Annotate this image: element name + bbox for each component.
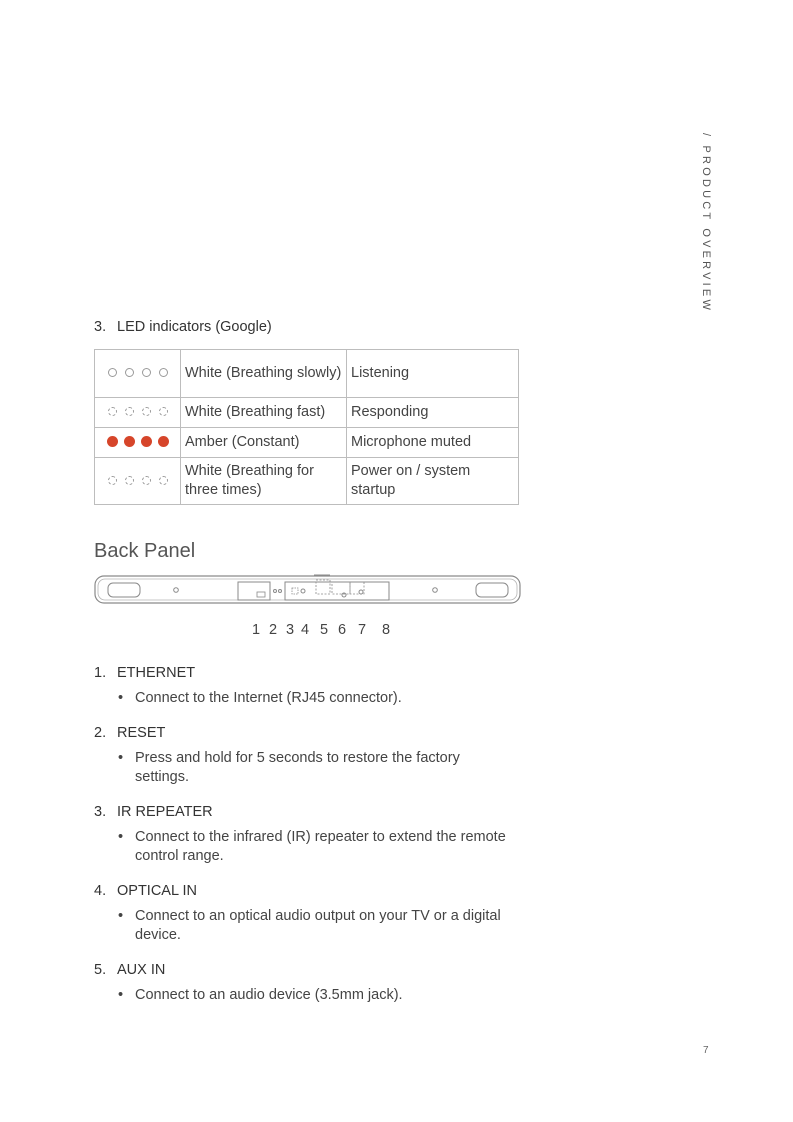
list-item xyxy=(94,663,514,709)
section-side-label: / PRODUCT OVERVIEW xyxy=(700,133,712,314)
port-number: 7 xyxy=(358,622,367,638)
table-row xyxy=(95,398,519,428)
led-state-cell: White (Breathing fast) xyxy=(181,398,347,428)
item-description: Connect to an optical audio output on your TV or a digital device. xyxy=(135,907,501,943)
led-section-heading xyxy=(94,319,272,335)
bullet-icon: • xyxy=(118,749,124,766)
item-number: 1. xyxy=(94,665,107,681)
port-number: 4 xyxy=(301,622,310,638)
item-title: AUX IN xyxy=(117,961,166,978)
four-white-hollow-led-icon xyxy=(95,350,181,398)
bullet-icon: • xyxy=(118,986,124,1003)
item-title: RESET xyxy=(117,724,166,741)
port-number: 2 xyxy=(269,622,278,638)
list-item xyxy=(94,881,514,946)
back-panel-title: Back Panel xyxy=(94,540,196,562)
led-meaning-cell: Power on / system startup xyxy=(347,458,519,505)
table-row xyxy=(95,350,519,398)
item-title: IR REPEATER xyxy=(117,803,213,820)
item-description: Connect to an audio device (3.5mm jack). xyxy=(135,986,403,1003)
port-number: 3 xyxy=(286,622,295,638)
led-section-number: 3. xyxy=(94,319,107,335)
four-white-dashed-led-icon xyxy=(95,398,181,428)
led-section-title: LED indicators (Google) xyxy=(117,319,272,335)
item-description: Connect to the Internet (RJ45 connector). xyxy=(135,690,402,706)
port-number: 1 xyxy=(252,622,261,638)
port-number-row xyxy=(0,622,793,640)
led-indicator-table xyxy=(94,349,519,505)
list-item xyxy=(94,723,514,788)
table-row xyxy=(95,428,519,458)
bullet-icon: • xyxy=(118,690,124,706)
soundbar-back-panel-illustration xyxy=(94,574,522,606)
item-number: 4. xyxy=(94,882,107,899)
item-title: ETHERNET xyxy=(117,665,196,681)
item-description: Press and hold for 5 seconds to restore the factory settings. xyxy=(135,749,460,785)
bullet-icon: • xyxy=(118,828,124,845)
page-number: 7 xyxy=(703,1045,709,1056)
item-number: 3. xyxy=(94,803,107,820)
list-item xyxy=(94,802,514,867)
bullet-icon: • xyxy=(118,907,124,924)
item-title: OPTICAL IN xyxy=(117,882,198,899)
item-description: Connect to the infrared (IR) repeater to extend the remote control range. xyxy=(135,828,506,864)
four-amber-solid-led-icon xyxy=(95,428,181,458)
back-panel-port-list xyxy=(94,663,514,1019)
four-white-dashed-led-icon xyxy=(95,458,181,505)
item-number: 2. xyxy=(94,724,107,741)
table-row xyxy=(95,458,519,505)
port-number: 5 xyxy=(320,622,329,638)
port-number: 8 xyxy=(382,622,391,638)
port-number: 6 xyxy=(338,622,347,638)
list-item xyxy=(94,960,514,1006)
item-number: 5. xyxy=(94,961,107,978)
led-state-cell: White (Breathing for three times) xyxy=(181,458,347,505)
led-meaning-cell: Microphone muted xyxy=(347,428,519,458)
led-meaning-cell: Responding xyxy=(347,398,519,428)
led-state-cell: White (Breathing slowly) xyxy=(181,350,347,398)
led-state-cell: Amber (Constant) xyxy=(181,428,347,458)
led-meaning-cell: Listening xyxy=(347,350,519,398)
